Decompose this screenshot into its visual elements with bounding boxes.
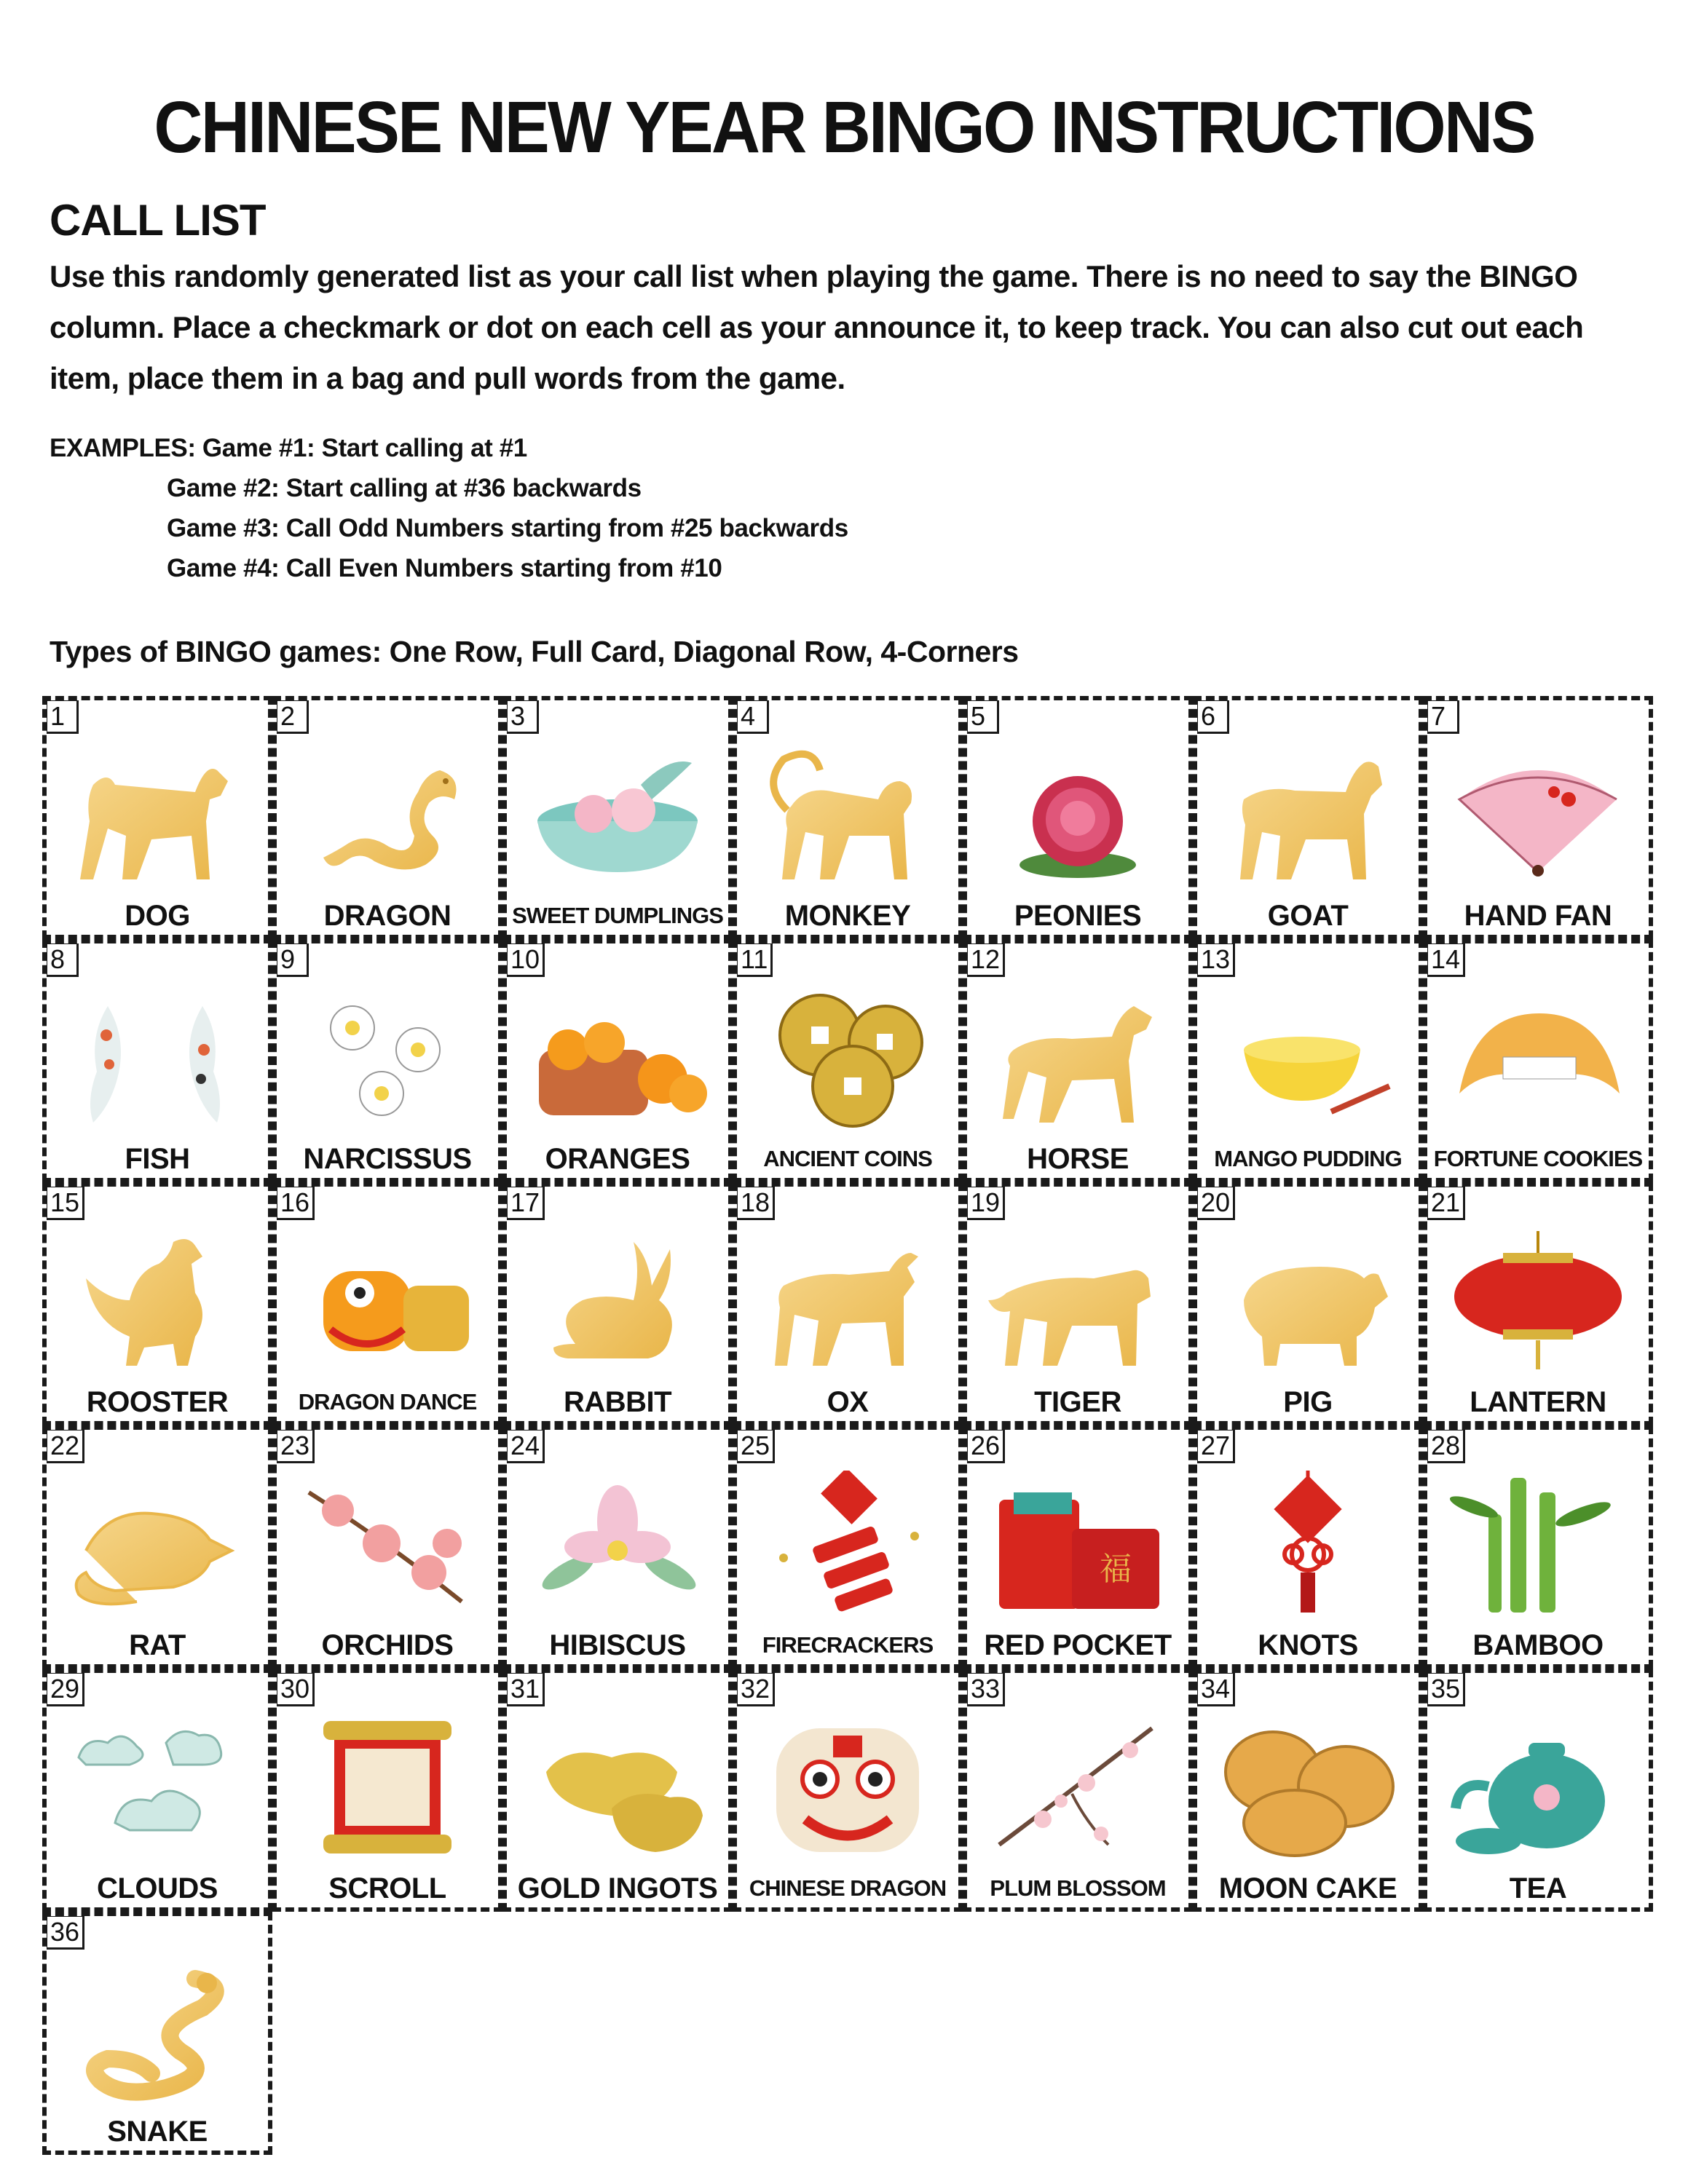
bingo-item-cell <box>272 1182 502 1425</box>
bingo-item-cell <box>733 1669 963 1912</box>
teapot-icon <box>1445 1714 1631 1859</box>
item-number: 27 <box>1196 1428 1235 1463</box>
peony-icon <box>985 741 1171 887</box>
lantern-icon <box>1445 1227 1631 1373</box>
item-label: MOON CAKE <box>1218 1872 1397 1904</box>
item-label: GOLD INGOTS <box>517 1872 718 1904</box>
item-label: ANCIENT COINS <box>763 1146 932 1171</box>
item-label: LANTERN <box>1470 1386 1606 1418</box>
item-number: 13 <box>1196 942 1235 977</box>
bingo-item-cell <box>963 696 1193 939</box>
orchids-icon <box>294 1471 481 1616</box>
item-label: SCROLL <box>328 1872 446 1904</box>
item-label: CLOUDS <box>97 1872 218 1904</box>
item-label: ORANGES <box>545 1143 690 1175</box>
hand-fan-icon <box>1445 741 1631 887</box>
bingo-item-cell <box>502 696 733 939</box>
moon-cake-icon <box>1215 1714 1401 1859</box>
bingo-item-cell <box>1423 1425 1653 1669</box>
chinese-dragon-head-icon <box>754 1714 941 1859</box>
bingo-item-cell <box>1193 939 1423 1182</box>
item-number: 34 <box>1196 1671 1235 1706</box>
dragon-icon <box>294 741 481 887</box>
item-number: 28 <box>1426 1428 1465 1463</box>
item-label: PLUM BLOSSOM <box>990 1875 1166 1901</box>
item-label: FIRECRACKERS <box>762 1632 934 1658</box>
item-number: 36 <box>45 1915 84 1950</box>
clouds-icon <box>64 1714 251 1859</box>
chinese-knot-icon <box>1215 1471 1401 1616</box>
fortune-cookie-icon <box>1445 984 1631 1130</box>
plum-blossom-icon <box>985 1714 1171 1859</box>
item-number: 17 <box>505 1185 545 1220</box>
bingo-game-types: Types of BINGO games: One Row, Full Card, Diagonal Row, 4-Corners <box>50 635 1019 668</box>
bingo-item-cell <box>1423 1182 1653 1425</box>
item-number: 6 <box>1196 699 1229 734</box>
bingo-item-cell <box>963 1669 1193 1912</box>
monkey-icon <box>754 741 941 887</box>
item-number: 23 <box>275 1428 315 1463</box>
mango-pudding-icon <box>1215 984 1401 1130</box>
item-number: 15 <box>45 1185 84 1220</box>
call-list-heading: CALL LIST <box>50 196 266 245</box>
item-number: 3 <box>505 699 539 734</box>
item-label: DRAGON DANCE <box>298 1389 477 1415</box>
bingo-item-cell <box>733 1425 963 1669</box>
examples-block <box>50 428 848 588</box>
item-label: ORCHIDS <box>321 1629 454 1661</box>
bingo-item-cell <box>502 1182 733 1425</box>
item-label: KNOTS <box>1258 1629 1358 1661</box>
koi-fish-icon <box>64 984 251 1130</box>
oranges-icon <box>524 984 711 1130</box>
item-number: 12 <box>966 942 1005 977</box>
item-number: 33 <box>966 1671 1005 1706</box>
example-line-3: Game #3: Call Odd Numbers starting from #25 backwards <box>167 514 848 542</box>
item-number: 31 <box>505 1671 545 1706</box>
item-number: 25 <box>735 1428 775 1463</box>
red-pocket-icon <box>985 1471 1171 1616</box>
item-label: OX <box>827 1386 869 1418</box>
tiger-icon <box>985 1227 1171 1373</box>
page-title: CHINESE NEW YEAR BINGO INSTRUCTIONS <box>154 87 1534 168</box>
item-label: HORSE <box>1027 1143 1129 1175</box>
item-label: MONKEY <box>784 900 911 932</box>
bingo-item-cell <box>272 1425 502 1669</box>
item-label: TEA <box>1509 1872 1567 1904</box>
item-label: FORTUNE COOKIES <box>1433 1146 1643 1171</box>
example-line-4: Game #4: Call Even Numbers starting from #10 <box>167 554 722 582</box>
item-number: 4 <box>735 699 769 734</box>
item-label: NARCISSUS <box>303 1143 472 1175</box>
bingo-item-cell <box>42 1669 272 1912</box>
item-label: TIGER <box>1034 1386 1121 1418</box>
item-number: 29 <box>45 1671 84 1706</box>
bingo-item-cell <box>1193 1182 1423 1425</box>
item-number: 32 <box>735 1671 775 1706</box>
item-number: 18 <box>735 1185 775 1220</box>
rabbit-icon <box>524 1227 711 1373</box>
rat-icon <box>64 1471 251 1616</box>
item-number: 19 <box>966 1185 1005 1220</box>
item-number: 30 <box>275 1671 315 1706</box>
bingo-item-cell <box>42 696 272 939</box>
call-list-grid <box>42 696 1653 2155</box>
bingo-item-cell <box>1193 1425 1423 1669</box>
bingo-item-cell <box>42 939 272 1182</box>
snake-icon <box>64 1957 251 2102</box>
goat-icon <box>1215 741 1401 887</box>
bingo-item-cell <box>1193 1669 1423 1912</box>
example-line-2: Game #2: Start calling at #36 backwards <box>167 474 642 502</box>
bingo-item-cell <box>1423 939 1653 1182</box>
item-number: 16 <box>275 1185 315 1220</box>
item-label: PEONIES <box>1014 900 1142 932</box>
bingo-item-cell <box>1423 1669 1653 1912</box>
bingo-item-cell <box>963 1182 1193 1425</box>
horse-icon <box>985 984 1171 1130</box>
bingo-item-cell <box>272 1669 502 1912</box>
firecrackers-icon <box>754 1471 941 1616</box>
bingo-item-cell <box>42 1182 272 1425</box>
examples-label: EXAMPLES: <box>50 434 196 462</box>
bingo-item-cell <box>733 939 963 1182</box>
item-number: 2 <box>275 699 309 734</box>
ancient-coins-icon <box>754 984 941 1130</box>
item-label: HIBISCUS <box>549 1629 686 1661</box>
item-label: DRAGON <box>323 900 451 932</box>
item-label: DOG <box>125 900 190 932</box>
item-label: FISH <box>125 1143 190 1175</box>
bingo-item-cell <box>272 696 502 939</box>
ox-icon <box>754 1227 941 1373</box>
item-label: RED POCKET <box>984 1629 1172 1661</box>
item-label: SNAKE <box>107 2116 208 2148</box>
dragon-dance-icon <box>294 1227 481 1373</box>
item-label: RABBIT <box>563 1386 672 1418</box>
bamboo-icon <box>1445 1471 1631 1616</box>
narcissus-icon <box>294 984 481 1130</box>
rooster-icon <box>64 1227 251 1373</box>
bingo-item-cell <box>502 1425 733 1669</box>
pig-icon <box>1215 1227 1401 1373</box>
bingo-item-cell <box>1193 696 1423 939</box>
bingo-item-cell <box>733 1182 963 1425</box>
item-number: 22 <box>45 1428 84 1463</box>
item-label: HAND FAN <box>1464 900 1612 932</box>
item-number: 7 <box>1426 699 1459 734</box>
item-number: 5 <box>966 699 999 734</box>
svg-text:福: 福 <box>1100 1551 1132 1588</box>
example-line-1 <box>50 428 848 468</box>
gold-ingots-icon <box>524 1714 711 1859</box>
item-number: 14 <box>1426 942 1465 977</box>
bingo-item-cell <box>502 1669 733 1912</box>
item-label: MANGO PUDDING <box>1214 1146 1402 1171</box>
item-number: 26 <box>966 1428 1005 1463</box>
item-label: RAT <box>129 1629 186 1661</box>
item-label: CHINESE DRAGON <box>749 1875 947 1901</box>
sweet-dumplings-icon <box>524 741 711 887</box>
item-number: 11 <box>735 942 773 977</box>
bingo-item-cell <box>963 1425 1193 1669</box>
item-label: SWEET DUMPLINGS <box>512 903 723 928</box>
bingo-item-cell <box>502 939 733 1182</box>
bingo-item-cell <box>42 1425 272 1669</box>
bingo-item-cell <box>1423 696 1653 939</box>
item-label: BAMBOO <box>1472 1629 1604 1661</box>
call-list-instructions: Use this randomly generated list as your call list when playing the game. There is no need to say the BINGO column. Place a checkmark or dot on each cell as your announce it, to keep track. You can also cut out each item, place them in a bag and pull words from the game. <box>50 259 1584 395</box>
item-number: 35 <box>1426 1671 1465 1706</box>
item-number: 10 <box>505 942 545 977</box>
item-label: PIG <box>1283 1386 1333 1418</box>
item-number: 21 <box>1426 1185 1465 1220</box>
scroll-icon <box>294 1714 481 1859</box>
hibiscus-icon <box>524 1471 711 1616</box>
item-label: GOAT <box>1267 900 1349 932</box>
dog-icon <box>64 741 251 887</box>
item-number: 9 <box>275 942 309 977</box>
item-number: 1 <box>45 699 79 734</box>
bingo-item-cell <box>272 939 502 1182</box>
bingo-item-cell <box>42 1912 272 2155</box>
item-number: 8 <box>45 942 79 977</box>
bingo-item-cell <box>733 696 963 939</box>
item-number: 24 <box>505 1428 545 1463</box>
example-game-1: Game #1: Start calling at #1 <box>202 434 527 462</box>
item-number: 20 <box>1196 1185 1235 1220</box>
item-label: ROOSTER <box>86 1386 229 1418</box>
bingo-item-cell <box>963 939 1193 1182</box>
